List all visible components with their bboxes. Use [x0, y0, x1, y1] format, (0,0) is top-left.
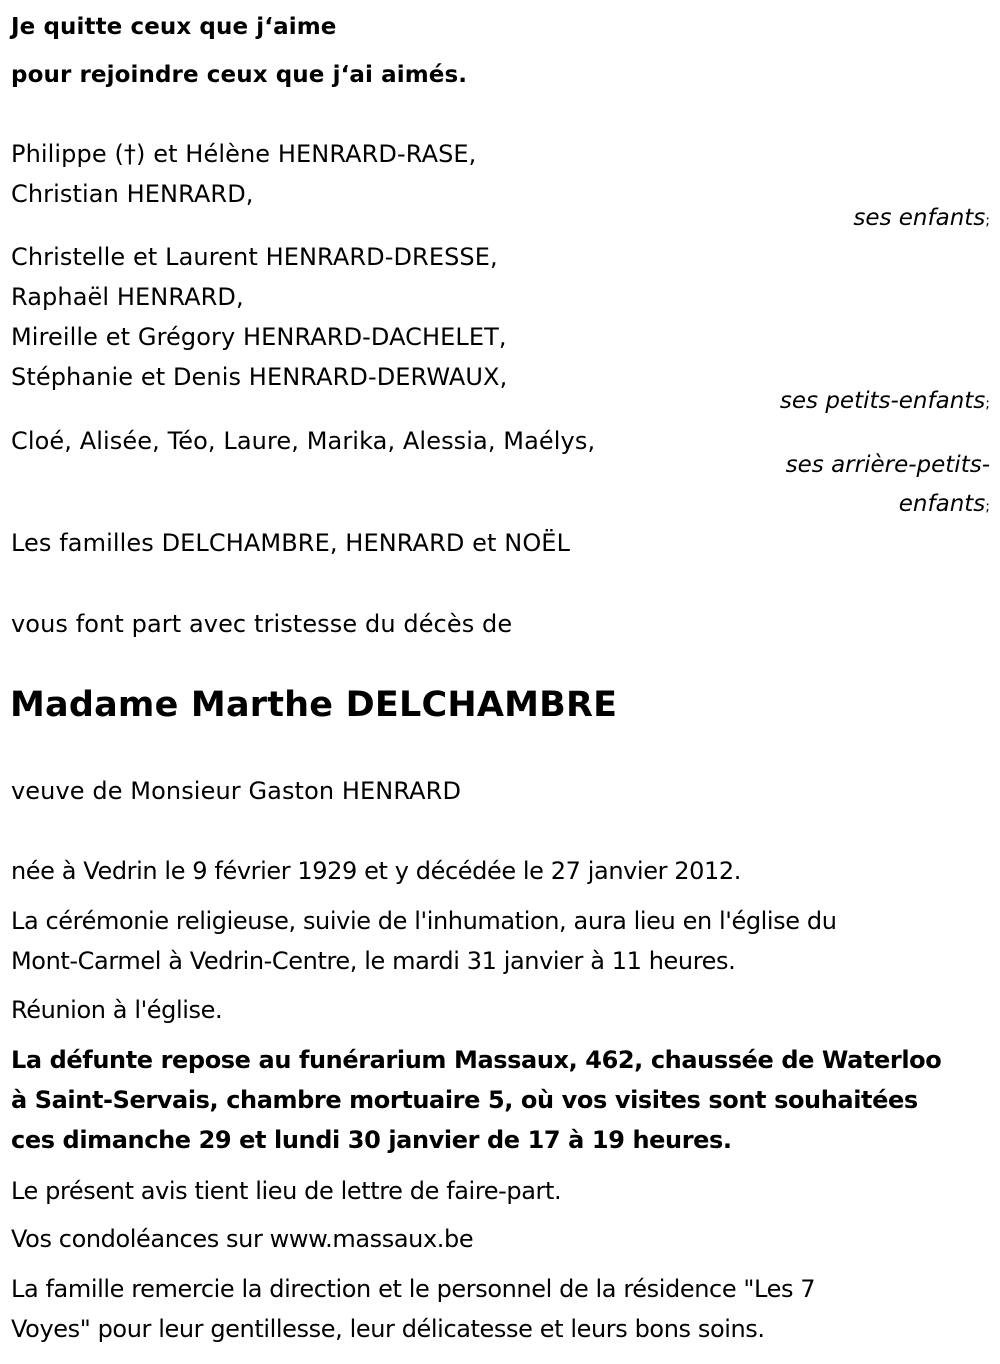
epigraph-line-1: Je quitte ceux que j‘aime	[11, 14, 337, 40]
epigraph-line-2: pour rejoindre ceux que j‘ai aimés.	[11, 62, 468, 88]
widow-of-line: veuve de Monsieur Gaston HENRARD	[11, 777, 462, 805]
great-grandchildren-role-line-1: ses arrière-petits-	[785, 452, 990, 478]
role-separator: ;	[985, 213, 990, 229]
grandchildren-name-1: Christelle et Laurent HENRARD-DRESSE,	[11, 243, 498, 271]
great-grandchildren-role-line-2	[899, 489, 990, 522]
families-line: Les familles DELCHAMBRE, HENRARD et NOËL	[11, 529, 571, 557]
grandchildren-name-4: Stéphanie et Denis HENRARD-DERWAUX,	[11, 363, 508, 391]
children-name-1: Philippe (†) et Hélène HENRARD-RASE,	[11, 140, 477, 168]
grandchildren-name-3: Mireille et Grégory HENRARD-DACHELET,	[11, 323, 507, 351]
meeting-line: Réunion à l'église.	[11, 996, 223, 1024]
grandchildren-role-label: ses petits-enfants	[779, 388, 986, 414]
role-separator: ;	[985, 499, 990, 515]
thanks-line-1: La famille remercie la direction et le personnel de la résidence "Les 7	[11, 1275, 816, 1303]
thanks-line-2: Voyes" pour leur gentillesse, leur délicatesse et leurs bons soins.	[11, 1315, 765, 1343]
role-separator: ;	[985, 396, 990, 412]
great-grandchildren-role-label: enfants	[898, 491, 986, 517]
great-grandchildren-names: Cloé, Alisée, Téo, Laure, Marika, Alessia, Maélys,	[11, 427, 596, 455]
announcement-line: vous font part avec tristesse du décès de	[11, 610, 513, 638]
children-name-2: Christian HENRARD,	[11, 180, 254, 208]
ceremony-line-1: La cérémonie religieuse, suivie de l'inhumation, aura lieu en l'église du	[11, 907, 837, 935]
children-role	[853, 203, 990, 236]
children-role-label: ses enfants	[853, 205, 986, 231]
condolences-line: Vos condoléances sur www.massaux.be	[11, 1225, 474, 1253]
ceremony-line-2: Mont-Carmel à Vedrin-Centre, le mardi 31 janvier à 11 heures.	[11, 947, 736, 975]
grandchildren-role	[780, 386, 990, 419]
grandchildren-name-2: Raphaël HENRARD,	[11, 283, 244, 311]
deceased-name: Madame Marthe DELCHAMBRE	[10, 685, 618, 725]
birth-death-line: née à Vedrin le 9 février 1929 et y décédée le 27 janvier 2012.	[11, 857, 741, 885]
notice-line: Le présent avis tient lieu de lettre de faire-part.	[11, 1177, 562, 1205]
funeral-home-line-1: La défunte repose au funérarium Massaux, 462, chaussée de Waterloo	[11, 1046, 942, 1074]
funeral-home-line-3: ces dimanche 29 et lundi 30 janvier de 17 à 19 heures.	[11, 1126, 732, 1154]
funeral-home-line-2: à Saint-Servais, chambre mortuaire 5, où vos visites sont souhaitées	[11, 1086, 918, 1114]
